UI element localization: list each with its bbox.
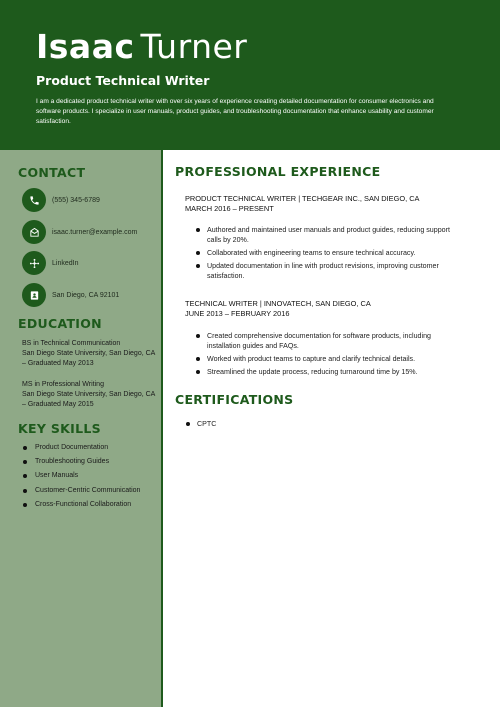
- phone-text: (555) 345-6789: [52, 196, 100, 204]
- job-bullet: Updated documentation in line with product revisions, improving customer satisfaction.: [185, 261, 465, 281]
- linkedin-text[interactable]: LinkedIn: [52, 259, 79, 267]
- contact-location: [22, 283, 119, 307]
- contact-linkedin[interactable]: [22, 251, 78, 275]
- certifications-title: CERTIFICATIONS: [175, 392, 294, 407]
- email-text[interactable]: isaac.turner@example.com: [52, 228, 138, 236]
- skill-item: Cross-Functional Collaboration: [22, 500, 157, 510]
- certification-item: CPTC: [175, 419, 455, 429]
- full-name: [36, 27, 464, 67]
- skill-item: Troubleshooting Guides: [22, 457, 157, 467]
- education-details: San Diego State University, San Diego, CA – Graduated May 2015: [22, 391, 155, 409]
- job-bullets: [185, 331, 465, 380]
- contact-email[interactable]: [22, 220, 137, 244]
- job-role: Product Technical Writer: [36, 73, 210, 88]
- job-bullet: Worked with product teams to capture and clarify technical details.: [185, 354, 465, 364]
- job-header: [185, 194, 419, 214]
- certifications-list: [175, 419, 455, 432]
- education-degree: MS in Professional Writing: [22, 381, 104, 388]
- education-degree: BS in Technical Communication: [22, 340, 121, 347]
- skill-item: Customer-Centric Communication: [22, 486, 157, 496]
- job-bullet: Streamlined the update process, reducing turnaround time by 15%.: [185, 367, 465, 377]
- email-icon: [22, 220, 46, 244]
- job-header: [185, 299, 371, 319]
- job-heading: TECHNICAL WRITER | INNOVATECH, SAN DIEGO, CA: [185, 299, 371, 308]
- job-bullet: Collaborated with engineering teams to ensure technical accuracy.: [185, 248, 465, 258]
- address-card-icon: [22, 283, 46, 307]
- resume-header: [0, 0, 500, 150]
- location-text: San Diego, CA 92101: [52, 291, 120, 299]
- skill-item: User Manuals: [22, 471, 157, 481]
- job-dates: MARCH 2016 – PRESENT: [185, 204, 274, 213]
- education-details: San Diego State University, San Diego, CA – Graduated May 2013: [22, 350, 155, 368]
- education-item: [22, 339, 157, 370]
- network-icon: [22, 251, 46, 275]
- contact-title: CONTACT: [18, 165, 86, 180]
- job-bullets: [185, 225, 465, 284]
- education-item: [22, 380, 157, 411]
- education-title: EDUCATION: [18, 316, 102, 331]
- job-bullet: Created comprehensive documentation for software products, including installation guides and FAQs.: [185, 331, 465, 351]
- skills-title: KEY SKILLS: [18, 421, 101, 436]
- job-bullet: Authored and maintained user manuals and product guides, reducing support calls by 20%.: [185, 225, 465, 245]
- phone-icon: [22, 188, 46, 212]
- profile-summary: I am a dedicated product technical writer with over six years of experience creating detailed documentation for consumer electronics and software products. I specialize in user manuals, product guides, and troubleshooting documentation that enhance usability and customer satisfaction.: [36, 98, 434, 125]
- skills-list: [22, 443, 157, 514]
- first-name: Isaac: [36, 27, 135, 66]
- experience-title: PROFESSIONAL EXPERIENCE: [175, 164, 381, 179]
- job-dates: JUNE 2013 – FEBRUARY 2016: [185, 309, 290, 318]
- contact-phone: [22, 188, 100, 212]
- last-name: Turner: [140, 27, 248, 66]
- job-heading: PRODUCT TECHNICAL WRITER | TECHGEAR INC., SAN DIEGO, CA: [185, 194, 420, 203]
- skill-item: Product Documentation: [22, 443, 157, 453]
